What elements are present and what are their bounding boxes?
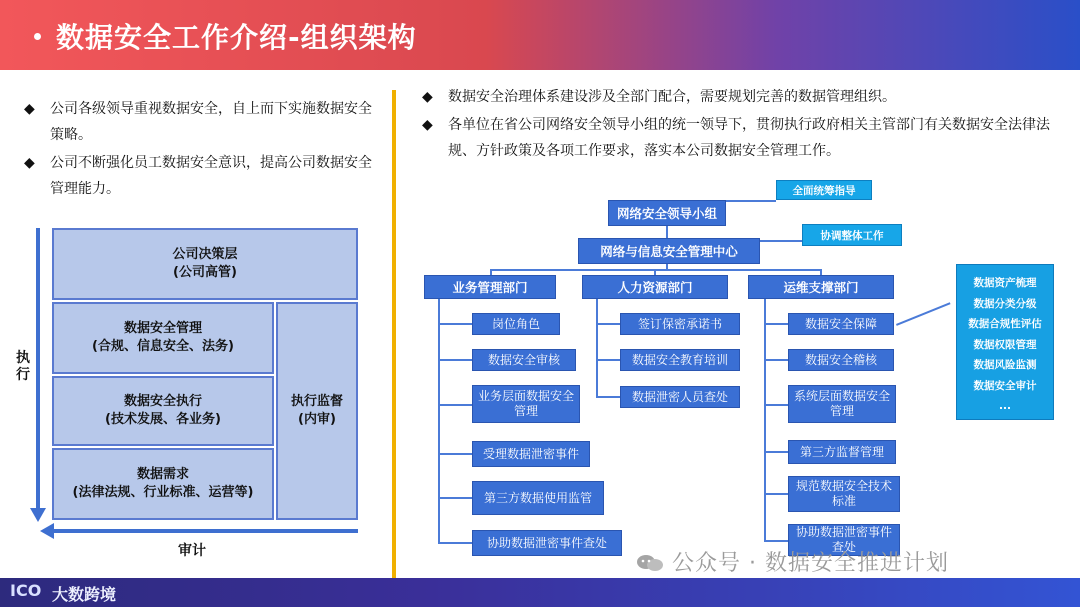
summary-item: 数据资产梳理 — [973, 277, 1037, 289]
connector-stub — [438, 323, 472, 325]
vertical-divider — [392, 90, 396, 588]
org-dept-ops: 运维支撑部门 — [748, 275, 894, 299]
matrix-decision-layer: 公司决策层 (公司高管) — [52, 228, 358, 300]
summary-item: 数据分类分级 — [973, 297, 1037, 310]
connector-summary — [896, 302, 951, 326]
org-node-leader: 网络安全领导小组 — [608, 200, 726, 226]
connector-dept-bar — [490, 269, 822, 271]
org-node-center: 网络与信息安全管理中心 — [578, 238, 760, 264]
right-bullet-1: ◆ 数据安全治理体系建设涉及全部门配合，需要规划完善的数据管理组织。 — [420, 84, 1060, 110]
audit-axis-line — [52, 529, 358, 533]
org-note-center: 协调整体工作 — [802, 224, 902, 246]
org-item: 第三方监督管理 — [788, 440, 896, 464]
connector-stub — [438, 453, 472, 455]
connector-stub — [596, 396, 620, 398]
connector-stub — [764, 323, 788, 325]
summary-item: 数据安全审计 — [973, 379, 1037, 392]
connector-stub — [438, 359, 472, 361]
matrix-security-management: 数据安全管理 (合规、信息安全、法务) — [52, 302, 274, 374]
connector-stub — [764, 451, 788, 453]
org-item: 协助数据泄密事件查处 — [472, 530, 622, 556]
connector-leader-note — [726, 200, 776, 202]
org-note-leader: 全面统筹指导 — [776, 180, 872, 200]
summary-box — [956, 264, 1054, 420]
org-item: 岗位角色 — [472, 313, 560, 335]
connector-dept3-spine — [764, 299, 766, 541]
summary-item: 数据合规性评估 — [968, 318, 1042, 330]
connector-stub — [596, 359, 620, 361]
diamond-bullet-icon: ◆ — [422, 89, 433, 105]
matrix-execution-supervision: 执行监督 (内审) — [276, 302, 358, 520]
org-item: 受理数据泄密事件 — [472, 441, 590, 467]
diamond-bullet-icon: ◆ — [422, 117, 433, 133]
org-item: 系统层面数据安全管理 — [788, 385, 896, 423]
brand-logo-icon: ICO — [10, 581, 42, 600]
org-dept-hr: 人力资源部门 — [582, 275, 728, 299]
org-dept-business: 业务管理部门 — [424, 275, 556, 299]
connector-center-note — [760, 240, 802, 242]
left-bullet-2: ◆ 公司不断强化员工数据安全意识，提高公司数据安全管理能力。 — [22, 150, 382, 202]
connector-stub — [438, 404, 472, 406]
org-item: 规范数据安全技术标准 — [788, 476, 900, 512]
org-item: 签订保密承诺书 — [620, 313, 740, 335]
org-item: 业务层面数据安全管理 — [472, 385, 580, 423]
watermark-text: 公众号 · 数据安全推进计划 — [672, 551, 949, 576]
axis-label-execution: 执行 — [16, 350, 30, 383]
org-item: 第三方数据使用监管 — [472, 481, 604, 515]
execution-axis-arrowhead — [30, 508, 46, 522]
matrix-security-execution: 数据安全执行 (技术发展、各业务) — [52, 376, 274, 446]
org-item: 协助数据泄密事件查处 — [788, 524, 900, 556]
connector-dept1-spine — [438, 299, 440, 543]
summary-item: ... — [999, 400, 1011, 412]
matrix-data-requirements: 数据需求 (法律法规、行业标准、运营等) — [52, 448, 274, 520]
execution-axis-line — [36, 228, 40, 512]
right-bullet-list — [420, 84, 1060, 166]
org-item: 数据安全保障 — [788, 313, 894, 335]
left-bullet-1: ◆ 公司各级领导重视数据安全，自上而下实施数据安全策略。 — [22, 96, 382, 148]
connector-dept2-spine — [596, 299, 598, 397]
brand-logo-text: 大数跨境 — [52, 585, 117, 604]
summary-item: 数据权限管理 — [973, 338, 1037, 351]
bullet-dot-icon — [34, 33, 41, 40]
left-bullet-list — [22, 96, 382, 204]
org-item: 数据安全稽核 — [788, 349, 894, 371]
diamond-bullet-icon: ◆ — [24, 155, 35, 171]
connector-stub — [596, 323, 620, 325]
org-item: 数据安全教育培训 — [620, 349, 740, 371]
axis-label-audit: 审计 — [178, 543, 206, 559]
summary-item: 数据风险监测 — [973, 359, 1037, 371]
connector-stub — [764, 493, 788, 495]
connector-stub — [764, 359, 788, 361]
connector-stub — [438, 542, 472, 544]
org-item: 数据泄密人员查处 — [620, 386, 740, 408]
diamond-bullet-icon: ◆ — [24, 101, 35, 117]
audit-axis-arrowhead — [40, 523, 54, 539]
footer-bar — [0, 578, 1080, 607]
connector-leader-center — [666, 226, 668, 238]
connector-stub — [438, 497, 472, 499]
header-banner — [0, 0, 1080, 70]
right-bullet-2: ◆ 各单位在省公司网络安全领导小组的统一领导下，贯彻执行政府相关主管部门有关数据安全法律法规、方针政策及各项工作要求，落实本公司数据安全管理工作。 — [420, 112, 1060, 164]
wechat-icon — [636, 553, 664, 573]
page-title: 数据安全工作介绍-组织架构 — [56, 21, 417, 54]
connector-stub — [764, 404, 788, 406]
org-item: 数据安全审核 — [472, 349, 576, 371]
connector-stub — [764, 540, 788, 542]
